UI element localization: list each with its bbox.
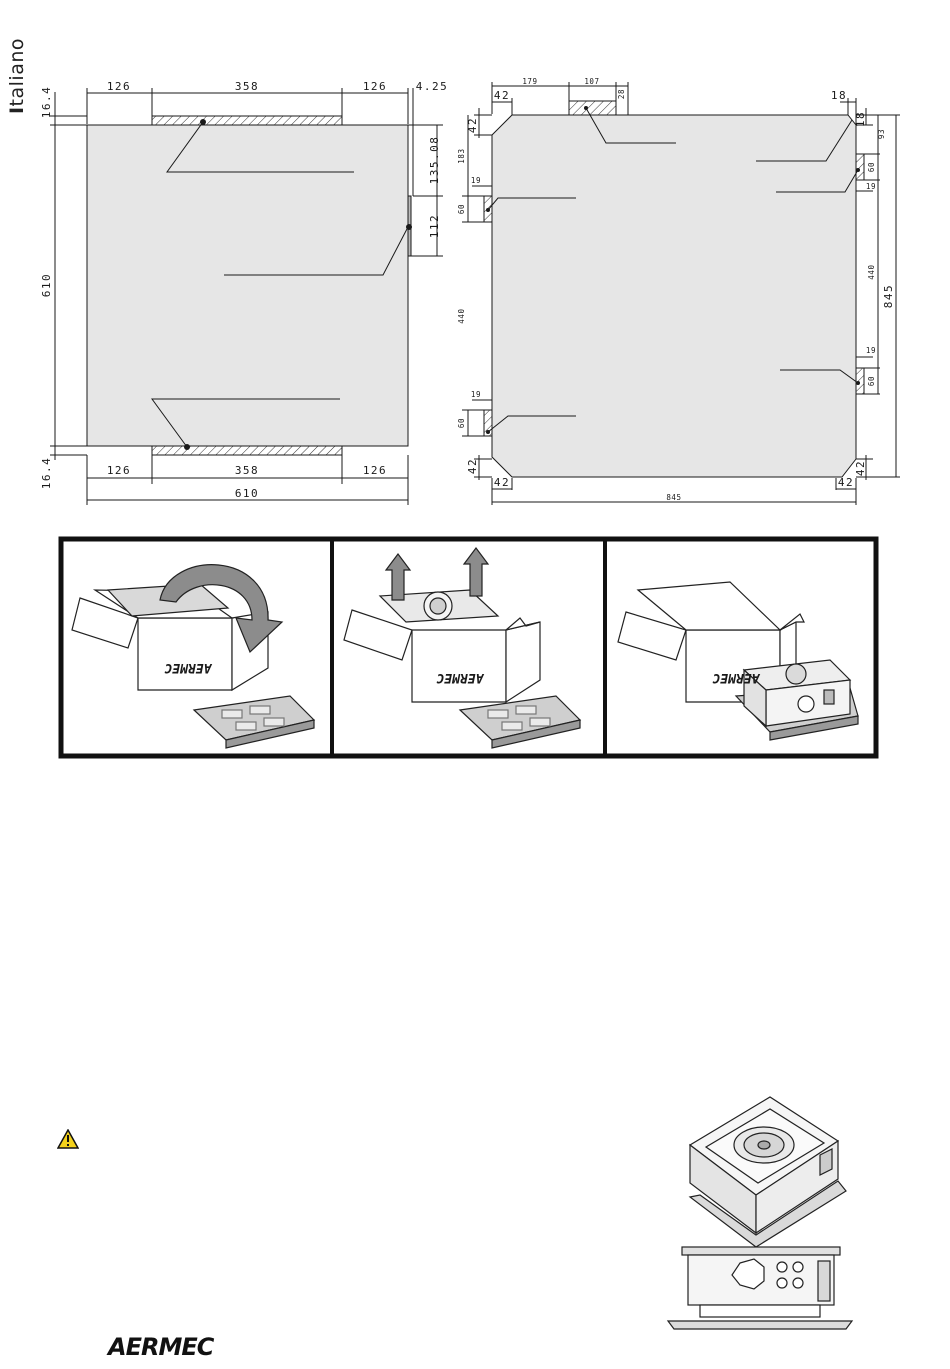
left-drawing bbox=[50, 88, 443, 505]
right-panel bbox=[492, 115, 856, 477]
unit-iso-view bbox=[690, 1097, 846, 1247]
dim-right-right-440: 440 bbox=[867, 264, 876, 280]
dim-right-right-845: 845 bbox=[882, 283, 895, 309]
dim-right-left-440: 440 bbox=[457, 308, 466, 324]
dim-left-top-right: 126 bbox=[362, 80, 388, 93]
dim-right-left-19b: 19 bbox=[470, 390, 482, 399]
dim-right-top-b: 107 bbox=[584, 77, 600, 86]
step-2-box-print: AERMEC bbox=[436, 670, 484, 685]
dim-left-right-lower: 112 bbox=[428, 213, 441, 239]
dim-left-top-left: 126 bbox=[106, 80, 132, 93]
dim-right-left-183: 183 bbox=[457, 148, 466, 164]
dim-right-right-60a: 60 bbox=[867, 161, 876, 173]
dim-right-left-19a: 19 bbox=[470, 176, 482, 185]
dim-left-bottom-left: 126 bbox=[106, 464, 132, 477]
dim-right-left-60a: 60 bbox=[457, 203, 466, 215]
dim-left-height: 610 bbox=[40, 272, 53, 298]
right-right-bracket-upper bbox=[856, 154, 864, 180]
dim-right-bottom-corner-right: 42 bbox=[837, 476, 855, 489]
dim-right-right-corner-bottom: 42 bbox=[854, 459, 867, 477]
dim-left-top-offset: 4.25 bbox=[415, 80, 449, 93]
dim-left-bottom-center: 358 bbox=[234, 464, 260, 477]
dim-right-right-19b: 19 bbox=[865, 346, 877, 355]
dim-right-top-a: 179 bbox=[522, 77, 538, 86]
left-bottom-bracket bbox=[152, 446, 342, 455]
step-1-box-print: AERMEC bbox=[164, 660, 212, 675]
dim-left-bottom-total: 610 bbox=[234, 487, 260, 500]
dim-right-right-corner-top: 18 bbox=[854, 110, 867, 128]
dim-right-top-c: 28 bbox=[617, 88, 626, 100]
dim-right-left-corner-bottom: 42 bbox=[466, 457, 479, 475]
dim-left-bottom-right: 126 bbox=[362, 464, 388, 477]
dim-right-left-corner-top: 42 bbox=[466, 116, 479, 134]
right-drawing bbox=[462, 82, 900, 505]
dim-left-top-center: 358 bbox=[234, 80, 260, 93]
dim-left-gap-top: 16.4 bbox=[40, 85, 53, 119]
unit-side-view bbox=[668, 1247, 852, 1329]
dim-right-bottom-total: 845 bbox=[666, 493, 682, 502]
dim-left-right-upper: 135.08 bbox=[428, 135, 441, 185]
dim-left-gap-bottom: 16.4 bbox=[40, 456, 53, 490]
step-3-box-print: AERMEC bbox=[712, 670, 760, 685]
left-panel bbox=[87, 125, 408, 446]
dim-right-top-corner-left: 42 bbox=[493, 89, 511, 102]
unpacking-steps bbox=[0, 530, 950, 780]
dim-right-bottom-corner-left: 42 bbox=[493, 476, 511, 489]
technical-drawings bbox=[0, 0, 950, 520]
right-right-bracket-lower bbox=[856, 368, 864, 394]
dim-right-top-corner-right: 18 bbox=[830, 89, 848, 102]
language-label: Italiano bbox=[6, 37, 29, 115]
dim-right-right-93: 93 bbox=[877, 128, 886, 140]
dim-right-left-60b: 60 bbox=[457, 417, 466, 429]
dim-right-right-60b: 60 bbox=[867, 375, 876, 387]
unit-illustrations bbox=[660, 1085, 860, 1345]
left-top-bracket bbox=[152, 116, 342, 125]
right-top-bracket bbox=[569, 101, 616, 115]
aermec-logo: AERMEC bbox=[108, 1333, 214, 1361]
dim-right-right-19a: 19 bbox=[865, 182, 877, 191]
warning-triangle-icon bbox=[57, 1129, 79, 1149]
